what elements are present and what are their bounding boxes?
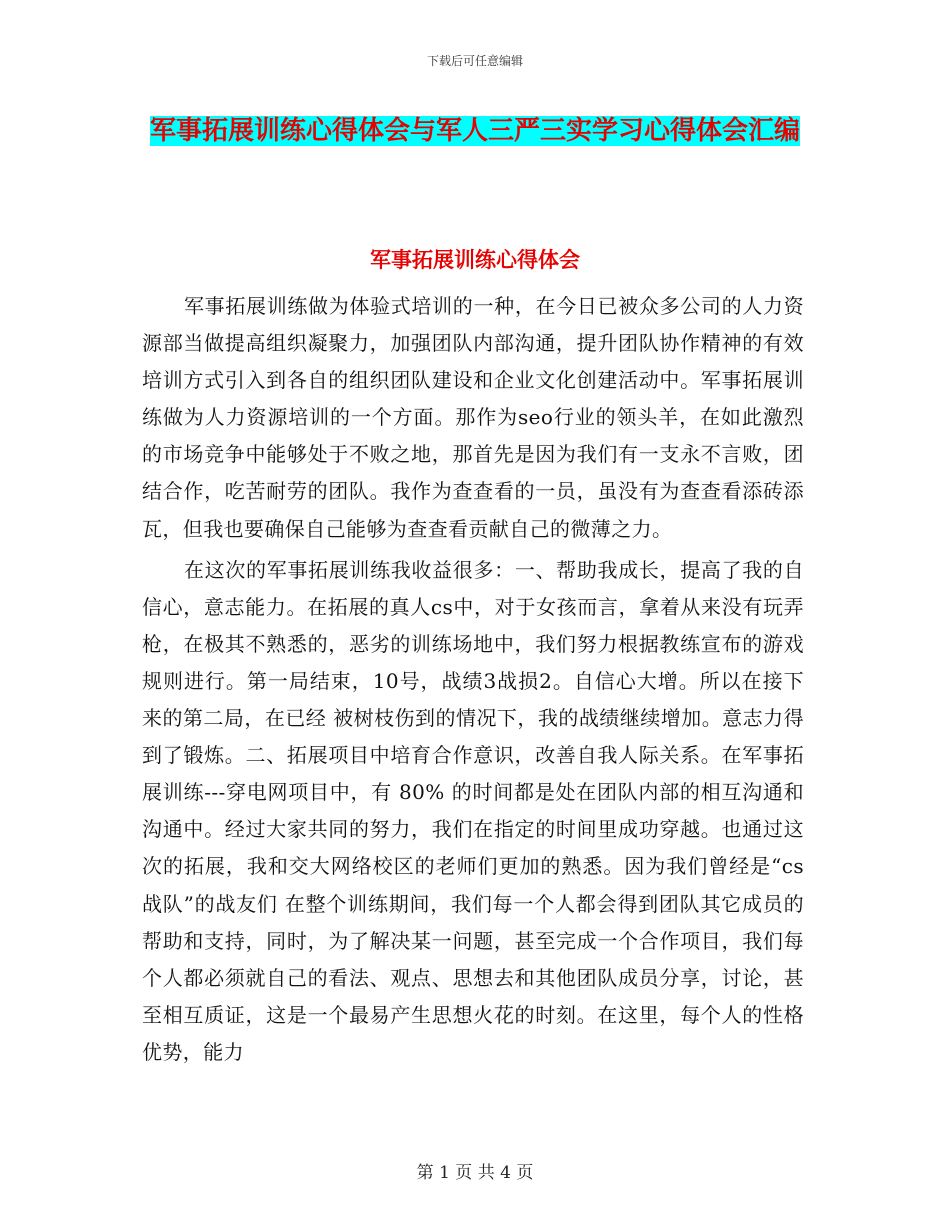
document-title-text: 军事拓展训练心得体会与军人三严三实学习心得体会汇编 [150, 116, 801, 146]
page-number-footer: 第 1 页 共 4 页 [416, 1163, 534, 1183]
section-title: 军事拓展训练心得体会 [370, 248, 580, 272]
page-header-note: 下载后可任意编辑 [426, 54, 523, 68]
document-title [150, 106, 800, 156]
document-body [142, 288, 804, 1075]
body-paragraph-2: 在这次的军事拓展训练我收益很多：一、帮助我成长，提高了我的自信心，意志能力。在拓展的真人cs中，对于女孩而言，拿着从来没有玩弄枪，在极其不熟悉的，恶劣的训练场地中，我们努力根据教练宣布的游戏规则进行。第一局结束，10号，战绩3战损2。自信心大增。所以在接下来的第二局，在已经 被树枝伤到的情况下，我的战绩继续增加。意志力得到了锻炼。二、拓展项目中培育合作意识，改善自我人际关系。在军事拓展训练---穿电网项目中，有 80% 的时间都是处在团队内部的相互沟通和沟通中。经过大家共同的努力，我们在指定的时间里成功穿越。也通过这次的拓展，我和交大网络校区的老师们更加的熟悉。因为我们曾经是“cs战队”的战友们 在整个训练期间，我们每一个人都会得到团队其它成员的帮助和支持，同时，为了解决某一问题，甚至完成一个合作项目，我们每个人都必须就自己的看法、观点、思想去和其他团队成员分享，讨论，甚至相互质证，这是一个最易产生思想火花的时刻。在这里，每个人的性格优势，能力 [142, 557, 804, 1064]
body-paragraph-1: 军事拓展训练做为体验式培训的一种，在今日已被众多公司的人力资源部当做提高组织凝聚力，加强团队内部沟通，提升团队协作精神的有效培训方式引入到各自的组织团队建设和企业文化创建活动中。军事拓展训练做为人力资源培训的一个方面。那作为seo行业的领头羊，在如此激烈的市场竞争中能够处于不败之地，那首先是因为我们有一支永不言败，团结合作，吃苦耐劳的团队。我作为查查看的一员，虽没有为查查看添砖添瓦，但我也要确保自己能够为查查看贡献自己的微薄之力。 [142, 294, 804, 541]
